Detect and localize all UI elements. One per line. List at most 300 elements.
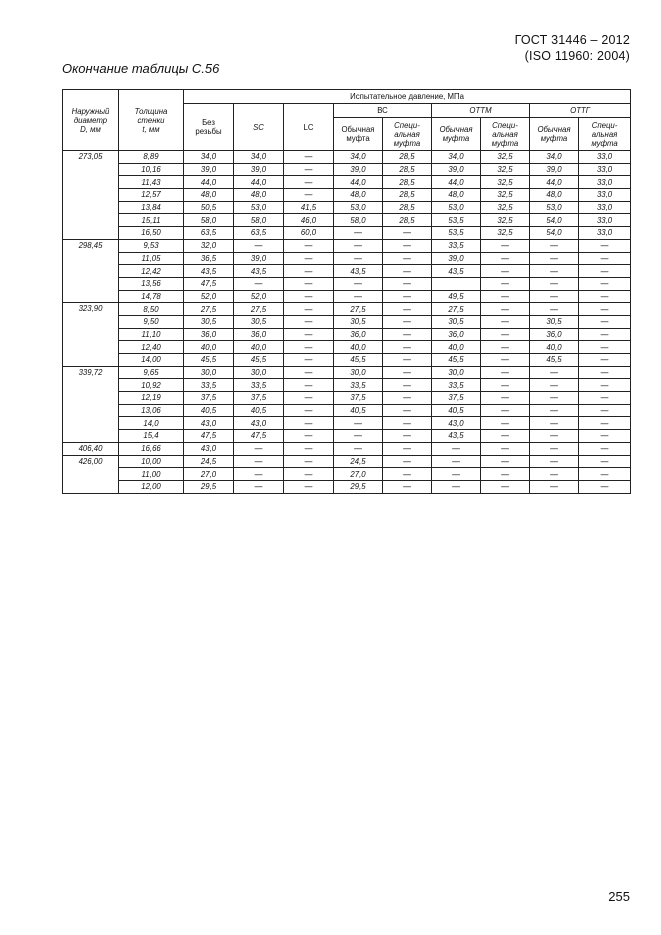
pressure-cell: — <box>579 239 631 252</box>
table-row <box>63 151 631 164</box>
pressure-cell: 30,5 <box>184 315 234 328</box>
pressure-cell: 33,5 <box>432 239 481 252</box>
pressure-cell: — <box>284 404 334 417</box>
pressure-cell: 45,5 <box>234 354 284 367</box>
pressure-cell: 52,0 <box>234 290 284 303</box>
pressure-cell: — <box>334 417 383 430</box>
pressure-cell: 34,0 <box>530 151 579 164</box>
thickness-cell: 13,56 <box>119 277 184 290</box>
thickness-cell: 14,78 <box>119 290 184 303</box>
table-row <box>63 189 631 202</box>
pressure-cell: — <box>481 354 530 367</box>
thickness-cell: 13,06 <box>119 404 184 417</box>
pressure-cell: 32,5 <box>481 214 530 227</box>
pressure-cell: — <box>284 252 334 265</box>
table-row <box>63 303 631 316</box>
table-body <box>63 151 631 494</box>
pressure-table <box>62 89 631 494</box>
table-row <box>63 455 631 468</box>
pressure-cell: — <box>334 252 383 265</box>
pressure-cell: — <box>530 239 579 252</box>
diameter-cell: 339,72 <box>63 366 119 442</box>
thickness-cell: 14,0 <box>119 417 184 430</box>
pressure-cell: 33,0 <box>579 163 631 176</box>
header-ottg-special: Специ- альная муфта <box>579 118 631 151</box>
pressure-cell: — <box>383 354 432 367</box>
pressure-cell: 40,5 <box>184 404 234 417</box>
pressure-cell: — <box>284 290 334 303</box>
pressure-cell: 30,5 <box>530 315 579 328</box>
thickness-cell: 10,92 <box>119 379 184 392</box>
pressure-cell: — <box>334 290 383 303</box>
pressure-cell: 32,5 <box>481 176 530 189</box>
pressure-cell: — <box>579 455 631 468</box>
pressure-cell: 46,0 <box>284 214 334 227</box>
pressure-cell: 39,0 <box>234 163 284 176</box>
pressure-cell: — <box>530 366 579 379</box>
thickness-cell: 12,19 <box>119 392 184 405</box>
pressure-cell: 27,0 <box>184 468 234 481</box>
diameter-cell: 273,05 <box>63 151 119 240</box>
header-outer-diameter: Наружный диаметр D, мм <box>63 90 119 151</box>
pressure-cell: 33,0 <box>579 201 631 214</box>
table-row <box>63 468 631 481</box>
pressure-cell: 33,0 <box>579 214 631 227</box>
pressure-cell: 34,0 <box>432 151 481 164</box>
pressure-cell: 44,0 <box>334 176 383 189</box>
pressure-cell: 33,5 <box>432 379 481 392</box>
pressure-cell: 30,0 <box>184 366 234 379</box>
page-number: 255 <box>608 889 630 904</box>
pressure-cell: — <box>579 379 631 392</box>
header-ottm: ОТТМ <box>432 104 530 118</box>
pressure-cell: — <box>284 366 334 379</box>
pressure-cell: — <box>432 442 481 455</box>
pressure-cell: 41,5 <box>284 201 334 214</box>
table-row <box>63 430 631 443</box>
pressure-cell: — <box>432 468 481 481</box>
pressure-cell: — <box>383 277 432 290</box>
header-bc: ВС <box>334 104 432 118</box>
pressure-cell: — <box>383 366 432 379</box>
pressure-cell: 40,5 <box>334 404 383 417</box>
pressure-cell: 36,0 <box>184 328 234 341</box>
pressure-cell: — <box>579 265 631 278</box>
pressure-cell: — <box>579 341 631 354</box>
pressure-cell: — <box>334 239 383 252</box>
pressure-cell: 33,5 <box>184 379 234 392</box>
pressure-cell: — <box>579 468 631 481</box>
pressure-cell: 34,0 <box>184 151 234 164</box>
pressure-cell: 32,0 <box>184 239 234 252</box>
pressure-cell: — <box>284 417 334 430</box>
diameter-cell: 298,45 <box>63 239 119 302</box>
pressure-cell: 53,5 <box>432 227 481 240</box>
pressure-cell: — <box>284 239 334 252</box>
pressure-cell: 32,5 <box>481 163 530 176</box>
pressure-cell <box>432 277 481 290</box>
pressure-cell: 45,5 <box>530 354 579 367</box>
pressure-cell: — <box>383 303 432 316</box>
pressure-cell: 36,0 <box>334 328 383 341</box>
pressure-cell: 36,0 <box>234 328 284 341</box>
pressure-cell: — <box>530 265 579 278</box>
pressure-cell: 28,5 <box>383 214 432 227</box>
thickness-cell: 15,4 <box>119 430 184 443</box>
thickness-cell: 12,42 <box>119 265 184 278</box>
pressure-cell: 53,0 <box>432 201 481 214</box>
pressure-cell: — <box>284 303 334 316</box>
pressure-cell: — <box>383 455 432 468</box>
iso-reference: (ISO 11960: 2004) <box>524 49 630 63</box>
pressure-cell: — <box>530 430 579 443</box>
header-ottg-regular: Обычная муфта <box>530 118 579 151</box>
pressure-cell: 33,0 <box>579 176 631 189</box>
thickness-cell: 8,89 <box>119 151 184 164</box>
pressure-cell: — <box>530 442 579 455</box>
pressure-cell: — <box>530 303 579 316</box>
pressure-cell: — <box>481 303 530 316</box>
pressure-cell: — <box>579 354 631 367</box>
pressure-cell: 30,0 <box>234 366 284 379</box>
pressure-cell: 45,5 <box>334 354 383 367</box>
pressure-cell: — <box>579 290 631 303</box>
pressure-cell: 53,5 <box>432 214 481 227</box>
pressure-cell: 34,0 <box>334 151 383 164</box>
pressure-cell: — <box>284 265 334 278</box>
pressure-cell: 43,5 <box>432 265 481 278</box>
pressure-cell: 33,5 <box>234 379 284 392</box>
pressure-cell: — <box>530 379 579 392</box>
pressure-cell: 43,5 <box>234 265 284 278</box>
pressure-cell: 43,5 <box>184 265 234 278</box>
pressure-cell: 33,0 <box>579 227 631 240</box>
pressure-cell: 28,5 <box>383 176 432 189</box>
pressure-cell: — <box>481 290 530 303</box>
header-test-pressure: Испытательное давление, МПа <box>184 90 631 104</box>
pressure-cell: 32,5 <box>481 227 530 240</box>
pressure-cell: 27,5 <box>184 303 234 316</box>
pressure-cell: — <box>234 239 284 252</box>
pressure-cell: 27,5 <box>334 303 383 316</box>
pressure-cell: 43,0 <box>184 442 234 455</box>
pressure-cell: — <box>383 442 432 455</box>
pressure-cell: — <box>481 315 530 328</box>
pressure-cell: — <box>284 430 334 443</box>
pressure-cell: — <box>284 468 334 481</box>
pressure-cell: — <box>383 404 432 417</box>
pressure-cell: — <box>284 455 334 468</box>
thickness-cell: 11,10 <box>119 328 184 341</box>
thickness-cell: 10,00 <box>119 455 184 468</box>
pressure-cell: — <box>530 290 579 303</box>
thickness-cell: 9,53 <box>119 239 184 252</box>
table-row <box>63 239 631 252</box>
pressure-cell: 43,0 <box>432 417 481 430</box>
pressure-cell: — <box>579 277 631 290</box>
pressure-cell: 58,0 <box>234 214 284 227</box>
thickness-cell: 9,65 <box>119 366 184 379</box>
table-row <box>63 290 631 303</box>
pressure-cell: — <box>481 404 530 417</box>
pressure-cell: — <box>481 366 530 379</box>
pressure-cell: 39,0 <box>530 163 579 176</box>
pressure-cell: — <box>579 404 631 417</box>
thickness-cell: 12,00 <box>119 480 184 493</box>
pressure-cell: 27,5 <box>234 303 284 316</box>
pressure-cell: 44,0 <box>184 176 234 189</box>
thickness-cell: 13,84 <box>119 201 184 214</box>
pressure-cell: — <box>383 468 432 481</box>
diameter-cell: 406,40 <box>63 442 119 455</box>
pressure-cell: 40,5 <box>234 404 284 417</box>
pressure-cell: 48,0 <box>432 189 481 202</box>
thickness-cell: 16,66 <box>119 442 184 455</box>
pressure-cell: 44,0 <box>530 176 579 189</box>
pressure-cell: — <box>579 303 631 316</box>
pressure-cell: — <box>481 239 530 252</box>
pressure-cell: 47,5 <box>234 430 284 443</box>
table-row <box>63 227 631 240</box>
pressure-cell: — <box>284 176 334 189</box>
pressure-cell: 39,0 <box>432 163 481 176</box>
pressure-cell: 36,0 <box>530 328 579 341</box>
pressure-cell: 32,5 <box>481 201 530 214</box>
pressure-cell: — <box>284 379 334 392</box>
pressure-cell: 29,5 <box>334 480 383 493</box>
pressure-cell: — <box>284 151 334 164</box>
pressure-cell: — <box>579 417 631 430</box>
pressure-cell: — <box>481 442 530 455</box>
table-row <box>63 392 631 405</box>
pressure-cell: 58,0 <box>334 214 383 227</box>
pressure-cell: 43,0 <box>184 417 234 430</box>
pressure-cell: 53,0 <box>334 201 383 214</box>
thickness-cell: 11,00 <box>119 468 184 481</box>
pressure-cell: — <box>334 277 383 290</box>
pressure-cell: 34,0 <box>234 151 284 164</box>
pressure-cell: — <box>579 480 631 493</box>
pressure-cell: — <box>234 468 284 481</box>
pressure-cell: 28,5 <box>383 151 432 164</box>
table-row <box>63 366 631 379</box>
header-lc: LC <box>284 104 334 151</box>
pressure-cell: — <box>234 442 284 455</box>
table-row <box>63 417 631 430</box>
pressure-cell: — <box>284 163 334 176</box>
pressure-cell: 60,0 <box>284 227 334 240</box>
pressure-cell: — <box>334 442 383 455</box>
pressure-cell: — <box>579 315 631 328</box>
pressure-cell: — <box>481 480 530 493</box>
pressure-cell: — <box>383 227 432 240</box>
pressure-cell: 32,5 <box>481 189 530 202</box>
header-ottm-regular: Обычная муфта <box>432 118 481 151</box>
pressure-cell: — <box>530 404 579 417</box>
pressure-cell: 50,5 <box>184 201 234 214</box>
pressure-cell: 37,5 <box>432 392 481 405</box>
pressure-cell: — <box>383 252 432 265</box>
header-wall-thickness: Толщина стенки t, мм <box>119 90 184 151</box>
table-row <box>63 480 631 493</box>
header-bc-special: Специ- альная муфта <box>383 118 432 151</box>
pressure-cell: — <box>284 315 334 328</box>
pressure-cell: — <box>432 480 481 493</box>
pressure-cell: — <box>284 328 334 341</box>
pressure-cell: — <box>284 277 334 290</box>
pressure-cell: — <box>334 227 383 240</box>
header-sc: SC <box>234 104 284 151</box>
thickness-cell: 16,50 <box>119 227 184 240</box>
pressure-cell: — <box>284 480 334 493</box>
table-row <box>63 354 631 367</box>
pressure-cell: — <box>383 417 432 430</box>
pressure-cell: 37,5 <box>234 392 284 405</box>
pressure-cell: — <box>530 455 579 468</box>
pressure-cell: 45,5 <box>184 354 234 367</box>
thickness-cell: 15,11 <box>119 214 184 227</box>
pressure-cell: 33,5 <box>334 379 383 392</box>
pressure-cell: 47,5 <box>184 277 234 290</box>
pressure-cell: — <box>579 392 631 405</box>
pressure-cell: — <box>530 480 579 493</box>
pressure-cell: 53,0 <box>530 201 579 214</box>
pressure-cell: 44,0 <box>432 176 481 189</box>
pressure-cell: 30,5 <box>234 315 284 328</box>
pressure-cell: — <box>481 417 530 430</box>
pressure-cell: 40,0 <box>432 341 481 354</box>
pressure-cell: — <box>530 392 579 405</box>
pressure-cell: 40,0 <box>184 341 234 354</box>
pressure-cell: — <box>481 277 530 290</box>
pressure-cell: — <box>334 430 383 443</box>
pressure-cell: — <box>481 252 530 265</box>
pressure-cell: 48,0 <box>530 189 579 202</box>
pressure-cell: — <box>383 239 432 252</box>
pressure-cell: — <box>481 455 530 468</box>
pressure-cell: 40,0 <box>234 341 284 354</box>
pressure-cell: — <box>383 328 432 341</box>
pressure-cell: 33,0 <box>579 151 631 164</box>
pressure-cell: — <box>579 252 631 265</box>
pressure-cell: 43,0 <box>234 417 284 430</box>
pressure-cell: 44,0 <box>234 176 284 189</box>
pressure-cell: 32,5 <box>481 151 530 164</box>
pressure-cell: 39,0 <box>234 252 284 265</box>
pressure-cell: — <box>481 328 530 341</box>
header-ottg: ОТТГ <box>530 104 631 118</box>
pressure-cell: — <box>481 468 530 481</box>
header-ottm-special: Специ- альная муфта <box>481 118 530 151</box>
pressure-cell: — <box>383 480 432 493</box>
pressure-cell: — <box>383 430 432 443</box>
table-row <box>63 265 631 278</box>
table-row <box>63 201 631 214</box>
pressure-cell: — <box>284 392 334 405</box>
pressure-cell: — <box>284 442 334 455</box>
pressure-cell: — <box>579 442 631 455</box>
pressure-cell: — <box>530 417 579 430</box>
header-bc-regular: Обычная муфта <box>334 118 383 151</box>
table-row <box>63 379 631 392</box>
pressure-cell: — <box>383 379 432 392</box>
pressure-cell: 40,0 <box>334 341 383 354</box>
pressure-cell: 48,0 <box>184 189 234 202</box>
pressure-cell: — <box>579 328 631 341</box>
pressure-cell: 48,0 <box>234 189 284 202</box>
pressure-cell: 58,0 <box>184 214 234 227</box>
pressure-cell: 33,0 <box>579 189 631 202</box>
pressure-cell: — <box>284 354 334 367</box>
pressure-cell: 39,0 <box>334 163 383 176</box>
pressure-cell: 39,0 <box>184 163 234 176</box>
pressure-cell: 24,5 <box>184 455 234 468</box>
thickness-cell: 12,40 <box>119 341 184 354</box>
pressure-cell: 28,5 <box>383 201 432 214</box>
thickness-cell: 14,00 <box>119 354 184 367</box>
pressure-cell: 30,0 <box>432 366 481 379</box>
table-caption: Окончание таблицы С.56 <box>62 61 220 76</box>
thickness-cell: 12,57 <box>119 189 184 202</box>
pressure-cell: — <box>284 189 334 202</box>
pressure-cell: 52,0 <box>184 290 234 303</box>
pressure-cell: 48,0 <box>334 189 383 202</box>
pressure-cell: — <box>234 277 284 290</box>
pressure-cell: 47,5 <box>184 430 234 443</box>
pressure-cell: 30,5 <box>334 315 383 328</box>
table-row <box>63 315 631 328</box>
pressure-cell: 39,0 <box>432 252 481 265</box>
standard-designation: ГОСТ 31446 – 2012 <box>514 33 630 47</box>
pressure-cell: — <box>481 379 530 392</box>
pressure-cell: 49,5 <box>432 290 481 303</box>
pressure-cell: — <box>432 455 481 468</box>
table-row <box>63 176 631 189</box>
pressure-cell: 54,0 <box>530 214 579 227</box>
pressure-cell: — <box>383 290 432 303</box>
pressure-cell: 30,0 <box>334 366 383 379</box>
thickness-cell: 9,50 <box>119 315 184 328</box>
pressure-cell: 63,5 <box>184 227 234 240</box>
pressure-cell: 45,5 <box>432 354 481 367</box>
pressure-cell: — <box>481 265 530 278</box>
pressure-cell: — <box>383 315 432 328</box>
thickness-cell: 8,50 <box>119 303 184 316</box>
pressure-cell: — <box>579 430 631 443</box>
pressure-cell: 37,5 <box>184 392 234 405</box>
table-row <box>63 341 631 354</box>
pressure-cell: 36,5 <box>184 252 234 265</box>
pressure-cell: 43,5 <box>432 430 481 443</box>
thickness-cell: 10,16 <box>119 163 184 176</box>
table-row <box>63 277 631 290</box>
pressure-cell: 27,0 <box>334 468 383 481</box>
pressure-cell: 27,5 <box>432 303 481 316</box>
pressure-cell: 53,0 <box>234 201 284 214</box>
table-row <box>63 328 631 341</box>
pressure-cell: 37,5 <box>334 392 383 405</box>
pressure-cell: — <box>284 341 334 354</box>
pressure-cell: 40,0 <box>530 341 579 354</box>
pressure-cell: — <box>579 366 631 379</box>
pressure-cell: 36,0 <box>432 328 481 341</box>
thickness-cell: 11,05 <box>119 252 184 265</box>
pressure-cell: 28,5 <box>383 189 432 202</box>
pressure-cell: 24,5 <box>334 455 383 468</box>
table-row <box>63 214 631 227</box>
pressure-cell: — <box>481 392 530 405</box>
pressure-cell: 28,5 <box>383 163 432 176</box>
